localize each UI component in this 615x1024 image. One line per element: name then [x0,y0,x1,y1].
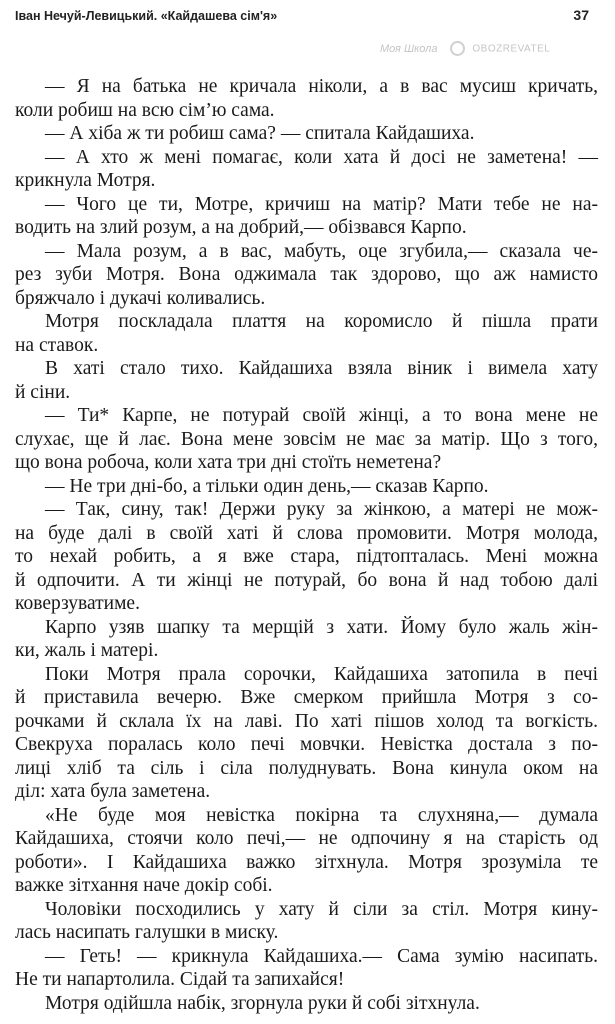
text-line: Чоловіки посходились у хату й сіли за стіл. Мотря кину- [45,898,598,920]
paragraph [15,663,598,804]
paragraph [15,475,598,499]
text-line: крикнула Мотря. [15,170,156,191]
text-line: Мотря поскладала плаття на коромисло й пішла прати [45,311,598,332]
logo-circle-icon [450,41,465,56]
text-line: — Геть! — крикнула Кайдашиха.— Сама зумію насипать. [45,945,598,967]
paragraph [15,992,598,1016]
text-line: — Чого це ти, Мотре, кричиш на матір? Мати тебе не на- [45,193,598,215]
text-line: й одпочити. А ти жінці не потурай, бо вона й над тобою далі [15,569,598,591]
paragraph [15,146,598,193]
obozrevatel-watermark: OBOZREVATEL [472,43,551,55]
text-line: Поки Мотря прала сорочки, Кайдашиха затопила в печі [45,663,598,685]
text-line: на буде далі в своїй хаті й слова промовити. Мотря молода, [15,522,598,544]
text-line: й приставила вечерю. Вже смерком прийшла Мотря з со- [15,687,598,708]
watermark [380,40,550,60]
text-line: бряжчало і дукачі коливались. [15,287,266,309]
text-line: В хаті стало тихо. Кайдашиха взяла віник і вимела хату [45,358,598,379]
text-line: слухає, ще й лає. Вона мене зовсім не має за матір. Що з того, [15,428,598,450]
text-line: водить на злий розум, а на добрий,— обізвався Карпо. [15,217,467,238]
text-line: — А хто ж мені помагає, коли хата й досі не заметена! — [45,146,598,168]
text-line: — Я на батька не кричала ніколи, а в вас мусиш кричать, [45,76,598,97]
text-line: рочками й склала їх на лаві. По хаті пішов холод та вогкість. [15,710,598,732]
paragraph [15,75,598,122]
paragraph [15,616,598,663]
text-line: що вона робоча, коли хата три дні стоїть неметена? [15,452,442,473]
text-line: лиці хліб та сіль і сіла полуднувать. Вона кинула оком на [15,757,598,779]
paragraph [15,240,598,311]
text-line: Мотря одійшла набік, згорнула руки й собі зітхнула. [45,992,480,1014]
text-line: коли робиш на всю сім’ю сама. [15,99,275,121]
text-line: «Не буде моя невістка покірна та слухняна,— думала [45,804,598,826]
page-header [15,7,595,27]
text-line: Карпо узяв шапку та мерщій з хати. Йому було жаль жін- [45,616,598,638]
text-line: рез зуби Мотря. Вона оджимала так здорово, що аж намисто [15,264,598,285]
text-line: — А хіба ж ти робиш сама? — спитала Кайдашиха. [45,123,475,144]
running-title: Іван Нечуй-Левицький. «Кайдашева сім'я» [15,9,278,23]
text-line: Свекруха поралась коло печі мовчки. Невістка достала з по- [15,734,598,755]
text-line: — Не три дні-бо, а тільки один день,— сказав Карпо. [45,475,489,497]
paragraph [15,498,598,616]
page-number: 37 [573,7,589,23]
text-line: Кайдашиха, стоячи коло печі,— не одпочину я на старість од [15,828,598,849]
text-line: то нехай робить, а я вже стара, підтопталась. Мені можна [15,546,598,567]
text-line: роботи». І Кайдашиха важко зітхнула. Мотря зрозуміла те [15,851,598,873]
paragraph [15,945,598,992]
text-line: лась насипать галушки в миску. [15,922,279,943]
paragraph [15,357,598,404]
text-line: ки, жаль і матері. [15,640,159,661]
paragraph [15,804,598,898]
text-line: й сіни. [15,381,71,403]
text-line: — Мала розум, а в вас, мабуть, оце згубила,— сказала че- [45,240,598,262]
text-line: коверзуватиме. [15,593,140,614]
text-line: на ставок. [15,334,99,356]
paragraph [15,310,598,357]
text-line: діл: хата була заметена. [15,781,211,802]
paragraph [15,898,598,945]
text-line: Не ти напартолила. Сідай та запихайся! [15,969,345,990]
school-watermark: Моя Школа [380,42,438,55]
page-body [15,75,598,1015]
paragraph [15,193,598,240]
paragraph [15,404,598,475]
paragraph [15,122,598,146]
text-line: — Ти* Карпе, не потурай своїй жінці, а то вона мене не [45,405,598,426]
text-line: — Так, сину, так! Держи руку за жінкою, а матері не мож- [45,499,598,520]
text-line: важке зітхання наче докір собі. [15,875,273,896]
